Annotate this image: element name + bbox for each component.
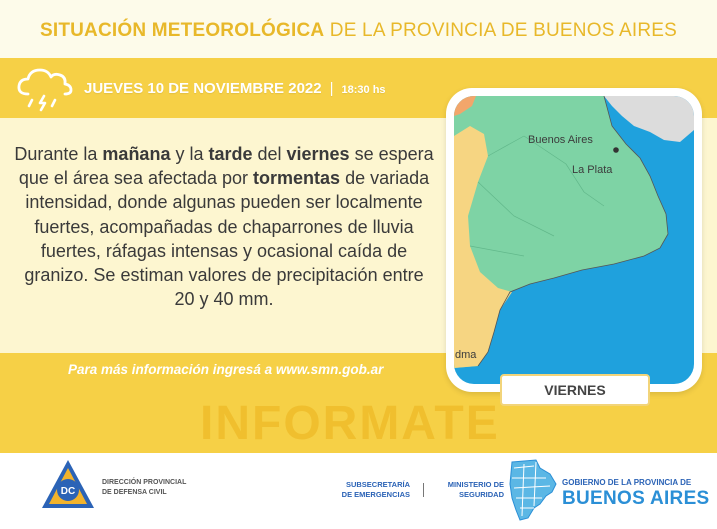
buenos-aires-logo-text: BUENOS AIRES bbox=[562, 488, 710, 509]
dc-line: DIRECCIÓN PROVINCIAL bbox=[102, 479, 187, 486]
defensa-civil-text bbox=[102, 478, 212, 498]
dc-badge-text: DC bbox=[60, 486, 76, 497]
page-title-rest: DE LA PROVINCIA DE BUENOS AIRES bbox=[324, 20, 678, 41]
date-text: JUEVES 10 DE NOVIEMBRE 2022 bbox=[84, 80, 322, 97]
map-label-la-plata: La Plata bbox=[572, 164, 613, 176]
bulletin-text-part: de variada intensidad, donde algunas pueden ser localmente fuertes, acompañadas de chaparrones de lluvia fuertes, ráfagas intensas y ocasional caída de granizo. Se estiman valores de precipitación entre 20 y 40 mm. bbox=[24, 168, 430, 310]
defensa-civil-logo bbox=[40, 458, 96, 512]
bulletin-text bbox=[14, 142, 434, 311]
more-info-link[interactable]: Para más información ingresá a www.smn.gob.ar bbox=[68, 362, 384, 377]
ministerio-text bbox=[430, 480, 504, 500]
min-line: MINISTERIO DE bbox=[447, 480, 504, 489]
footer-divider bbox=[423, 483, 424, 497]
bulletin-date bbox=[84, 80, 386, 97]
buenos-aires-marker bbox=[613, 147, 619, 153]
sub-line: DE EMERGENCIAS bbox=[341, 490, 410, 499]
min-line: SEGURIDAD bbox=[458, 490, 504, 499]
gobierno-text: GOBIERNO DE LA PROVINCIA DE bbox=[562, 478, 692, 487]
bulletin-text-part: y la bbox=[170, 144, 209, 164]
map-label-partial: dma bbox=[455, 349, 477, 361]
province-map-icon bbox=[506, 458, 558, 522]
bulletin-text-bold: tormentas bbox=[253, 168, 341, 189]
sub-line: SUBSECRETARÍA bbox=[345, 480, 410, 489]
dc-line: DE DEFENSA CIVIL bbox=[102, 489, 167, 496]
bulletin-time: 18:30 hs bbox=[341, 84, 386, 96]
page-title bbox=[0, 20, 717, 42]
bulletin-text-bold: tarde bbox=[208, 144, 253, 164]
bulletin-text-bold: viernes bbox=[286, 144, 350, 164]
bulletin-text-part: del bbox=[252, 144, 287, 164]
map-label-buenos-aires: Buenos Aires bbox=[528, 134, 593, 146]
page-title-bold: SITUACIÓN METEOROLÓGICA bbox=[39, 20, 325, 41]
day-label-badge: VIERNES bbox=[500, 374, 650, 406]
bulletin-text-part: se espera que el área sea afectada por bbox=[18, 144, 434, 189]
date-separator: | bbox=[329, 80, 334, 97]
subsecretaria-text bbox=[320, 480, 410, 500]
informate-watermark: INFORMATE bbox=[200, 397, 500, 450]
storm-cloud-icon bbox=[14, 64, 76, 112]
bulletin-text-part: Durante la bbox=[14, 144, 103, 164]
bulletin-text-bold: mañana bbox=[102, 144, 171, 164]
